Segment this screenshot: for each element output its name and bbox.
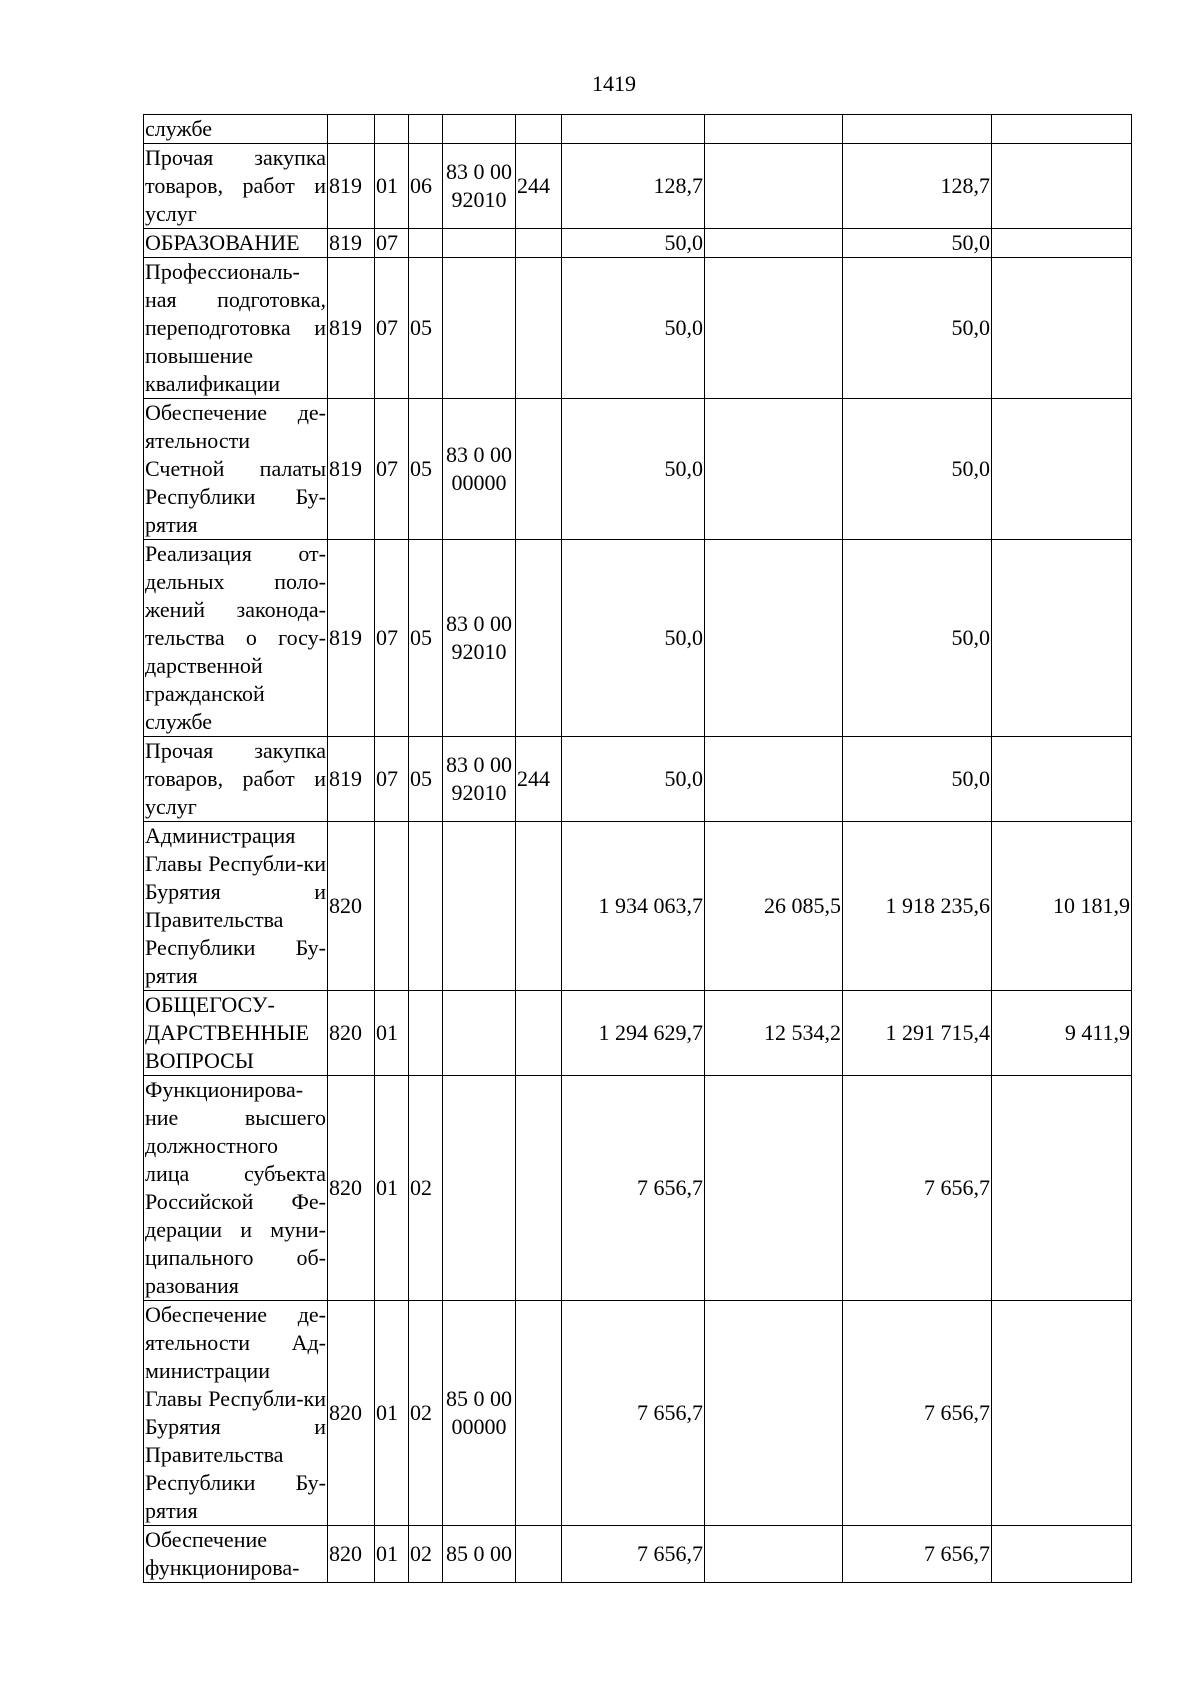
subsection-code-cell: 06 <box>409 144 443 229</box>
ministry-code-cell: 819 <box>328 540 375 737</box>
ministry-code-cell: 819 <box>328 229 375 258</box>
section-code-cell: 07 <box>375 258 409 399</box>
ministry-code-cell <box>328 115 375 144</box>
expense-type-cell <box>516 1526 562 1583</box>
table-row <box>144 115 1132 144</box>
expense-type-cell <box>516 229 562 258</box>
total-amount-cell: 7 656,7 <box>562 1301 705 1526</box>
subsection-code-cell <box>409 822 443 991</box>
target-article-cell <box>443 258 516 399</box>
subsection-code-cell: 05 <box>409 737 443 822</box>
ministry-code-cell: 820 <box>328 1526 375 1583</box>
amount-col-1-cell <box>705 1076 843 1301</box>
total-amount-cell: 7 656,7 <box>562 1076 705 1301</box>
total-amount-cell: 1 934 063,7 <box>562 822 705 991</box>
ministry-code-cell: 820 <box>328 991 375 1076</box>
expense-type-cell <box>516 991 562 1076</box>
ministry-code-cell: 820 <box>328 1076 375 1301</box>
amount-col-3-cell <box>992 229 1132 258</box>
total-amount-cell: 1 294 629,7 <box>562 991 705 1076</box>
amount-col-1-cell <box>705 229 843 258</box>
section-code-cell: 01 <box>375 1301 409 1526</box>
amount-col-2-cell: 50,0 <box>843 229 992 258</box>
table-row <box>144 737 1132 822</box>
amount-col-3-cell <box>992 1076 1132 1301</box>
row-name-cell: ОБРАЗОВАНИЕ <box>144 229 328 258</box>
amount-col-1-cell: 26 085,5 <box>705 822 843 991</box>
amount-col-3-cell <box>992 540 1132 737</box>
section-code-cell: 07 <box>375 399 409 540</box>
subsection-code-cell <box>409 115 443 144</box>
target-article-cell: 85 0 00 00000 <box>443 1301 516 1526</box>
table-row <box>144 822 1132 991</box>
row-name-cell: Обеспечение де-ятельности Ад-министрации Главы Республи-ки Бурятия и Правительства Республики Бу-рятия <box>144 1301 328 1526</box>
expense-type-cell <box>516 1076 562 1301</box>
expense-type-cell <box>516 115 562 144</box>
expense-type-cell <box>516 822 562 991</box>
amount-col-3-cell <box>992 258 1132 399</box>
row-name-cell: службе <box>144 115 328 144</box>
target-article-cell: 85 0 00 <box>443 1526 516 1583</box>
expense-type-cell <box>516 399 562 540</box>
amount-col-3-cell <box>992 1301 1132 1526</box>
amount-col-2-cell: 128,7 <box>843 144 992 229</box>
table-row <box>144 144 1132 229</box>
amount-col-3-cell <box>992 737 1132 822</box>
target-article-cell <box>443 822 516 991</box>
table-row <box>144 1076 1132 1301</box>
total-amount-cell: 50,0 <box>562 737 705 822</box>
row-name-cell: Реализация от-дельных поло-жений законода-тельства о госу-дарственной гражданской службе <box>144 540 328 737</box>
amount-col-2-cell <box>843 115 992 144</box>
target-article-cell: 83 0 00 00000 <box>443 399 516 540</box>
section-code-cell: 07 <box>375 737 409 822</box>
total-amount-cell: 7 656,7 <box>562 1526 705 1583</box>
amount-col-2-cell: 1 918 235,6 <box>843 822 992 991</box>
row-name-cell: Прочая закупка товаров, работ и услуг <box>144 144 328 229</box>
row-name-cell: Обеспечение де-ятельности Счетной палаты Республики Бу-рятия <box>144 399 328 540</box>
amount-col-3-cell <box>992 1526 1132 1583</box>
budget-table <box>143 114 1132 1583</box>
amount-col-2-cell: 7 656,7 <box>843 1526 992 1583</box>
section-code-cell: 01 <box>375 991 409 1076</box>
amount-col-3-cell <box>992 115 1132 144</box>
amount-col-2-cell: 7 656,7 <box>843 1301 992 1526</box>
amount-col-2-cell: 1 291 715,4 <box>843 991 992 1076</box>
target-article-cell <box>443 1076 516 1301</box>
ministry-code-cell: 819 <box>328 399 375 540</box>
amount-col-1-cell <box>705 144 843 229</box>
target-article-cell: 83 0 00 92010 <box>443 144 516 229</box>
amount-col-2-cell: 50,0 <box>843 540 992 737</box>
ministry-code-cell: 819 <box>328 737 375 822</box>
subsection-code-cell: 05 <box>409 540 443 737</box>
ministry-code-cell: 819 <box>328 258 375 399</box>
amount-col-3-cell: 9 411,9 <box>992 991 1132 1076</box>
table-row <box>144 540 1132 737</box>
amount-col-3-cell: 10 181,9 <box>992 822 1132 991</box>
total-amount-cell: 50,0 <box>562 399 705 540</box>
amount-col-3-cell <box>992 399 1132 540</box>
row-name-cell: Обеспечение функционирова- <box>144 1526 328 1583</box>
section-code-cell <box>375 822 409 991</box>
amount-col-1-cell <box>705 115 843 144</box>
target-article-cell: 83 0 00 92010 <box>443 737 516 822</box>
amount-col-1-cell <box>705 399 843 540</box>
target-article-cell: 83 0 00 92010 <box>443 540 516 737</box>
amount-col-1-cell <box>705 258 843 399</box>
table-row <box>144 1526 1132 1583</box>
expense-type-cell <box>516 540 562 737</box>
expense-type-cell <box>516 1301 562 1526</box>
table-row <box>144 399 1132 540</box>
amount-col-2-cell: 50,0 <box>843 399 992 540</box>
total-amount-cell: 50,0 <box>562 540 705 737</box>
total-amount-cell: 50,0 <box>562 229 705 258</box>
expense-type-cell: 244 <box>516 144 562 229</box>
target-article-cell <box>443 115 516 144</box>
subsection-code-cell: 05 <box>409 399 443 540</box>
amount-col-1-cell <box>705 1526 843 1583</box>
subsection-code-cell: 02 <box>409 1301 443 1526</box>
total-amount-cell <box>562 115 705 144</box>
amount-col-2-cell: 7 656,7 <box>843 1076 992 1301</box>
amount-col-1-cell <box>705 540 843 737</box>
amount-col-1-cell <box>705 737 843 822</box>
row-name-cell: Прочая закупка товаров, работ и услуг <box>144 737 328 822</box>
row-name-cell: Профессиональ-ная подготовка, переподготовка и повышение квалификации <box>144 258 328 399</box>
table-row <box>144 991 1132 1076</box>
section-code-cell: 01 <box>375 1526 409 1583</box>
amount-col-2-cell: 50,0 <box>843 258 992 399</box>
section-code-cell <box>375 115 409 144</box>
ministry-code-cell: 820 <box>328 1301 375 1526</box>
subsection-code-cell: 02 <box>409 1076 443 1301</box>
section-code-cell: 07 <box>375 540 409 737</box>
table-row <box>144 258 1132 399</box>
amount-col-3-cell <box>992 144 1132 229</box>
subsection-code-cell <box>409 991 443 1076</box>
target-article-cell <box>443 229 516 258</box>
amount-col-1-cell <box>705 1301 843 1526</box>
subsection-code-cell: 05 <box>409 258 443 399</box>
row-name-cell: ОБЩЕГОСУ-ДАРСТВЕННЫЕ ВОПРОСЫ <box>144 991 328 1076</box>
ministry-code-cell: 820 <box>328 822 375 991</box>
row-name-cell: Администрация Главы Республи-ки Бурятия и Правительства Республики Бу-рятия <box>144 822 328 991</box>
expense-type-cell <box>516 258 562 399</box>
ministry-code-cell: 819 <box>328 144 375 229</box>
table-body <box>144 115 1132 1583</box>
subsection-code-cell <box>409 229 443 258</box>
page-number: 1419 <box>592 71 636 96</box>
amount-col-1-cell: 12 534,2 <box>705 991 843 1076</box>
section-code-cell: 07 <box>375 229 409 258</box>
target-article-cell <box>443 991 516 1076</box>
total-amount-cell: 50,0 <box>562 258 705 399</box>
subsection-code-cell: 02 <box>409 1526 443 1583</box>
table-row <box>144 1301 1132 1526</box>
section-code-cell: 01 <box>375 144 409 229</box>
amount-col-2-cell: 50,0 <box>843 737 992 822</box>
row-name-cell: Функционирова-ние высшего должностного лица субъекта Российской Фе-дерации и муни-ципального об-разования <box>144 1076 328 1301</box>
expense-type-cell: 244 <box>516 737 562 822</box>
section-code-cell: 01 <box>375 1076 409 1301</box>
total-amount-cell: 128,7 <box>562 144 705 229</box>
table-row <box>144 229 1132 258</box>
